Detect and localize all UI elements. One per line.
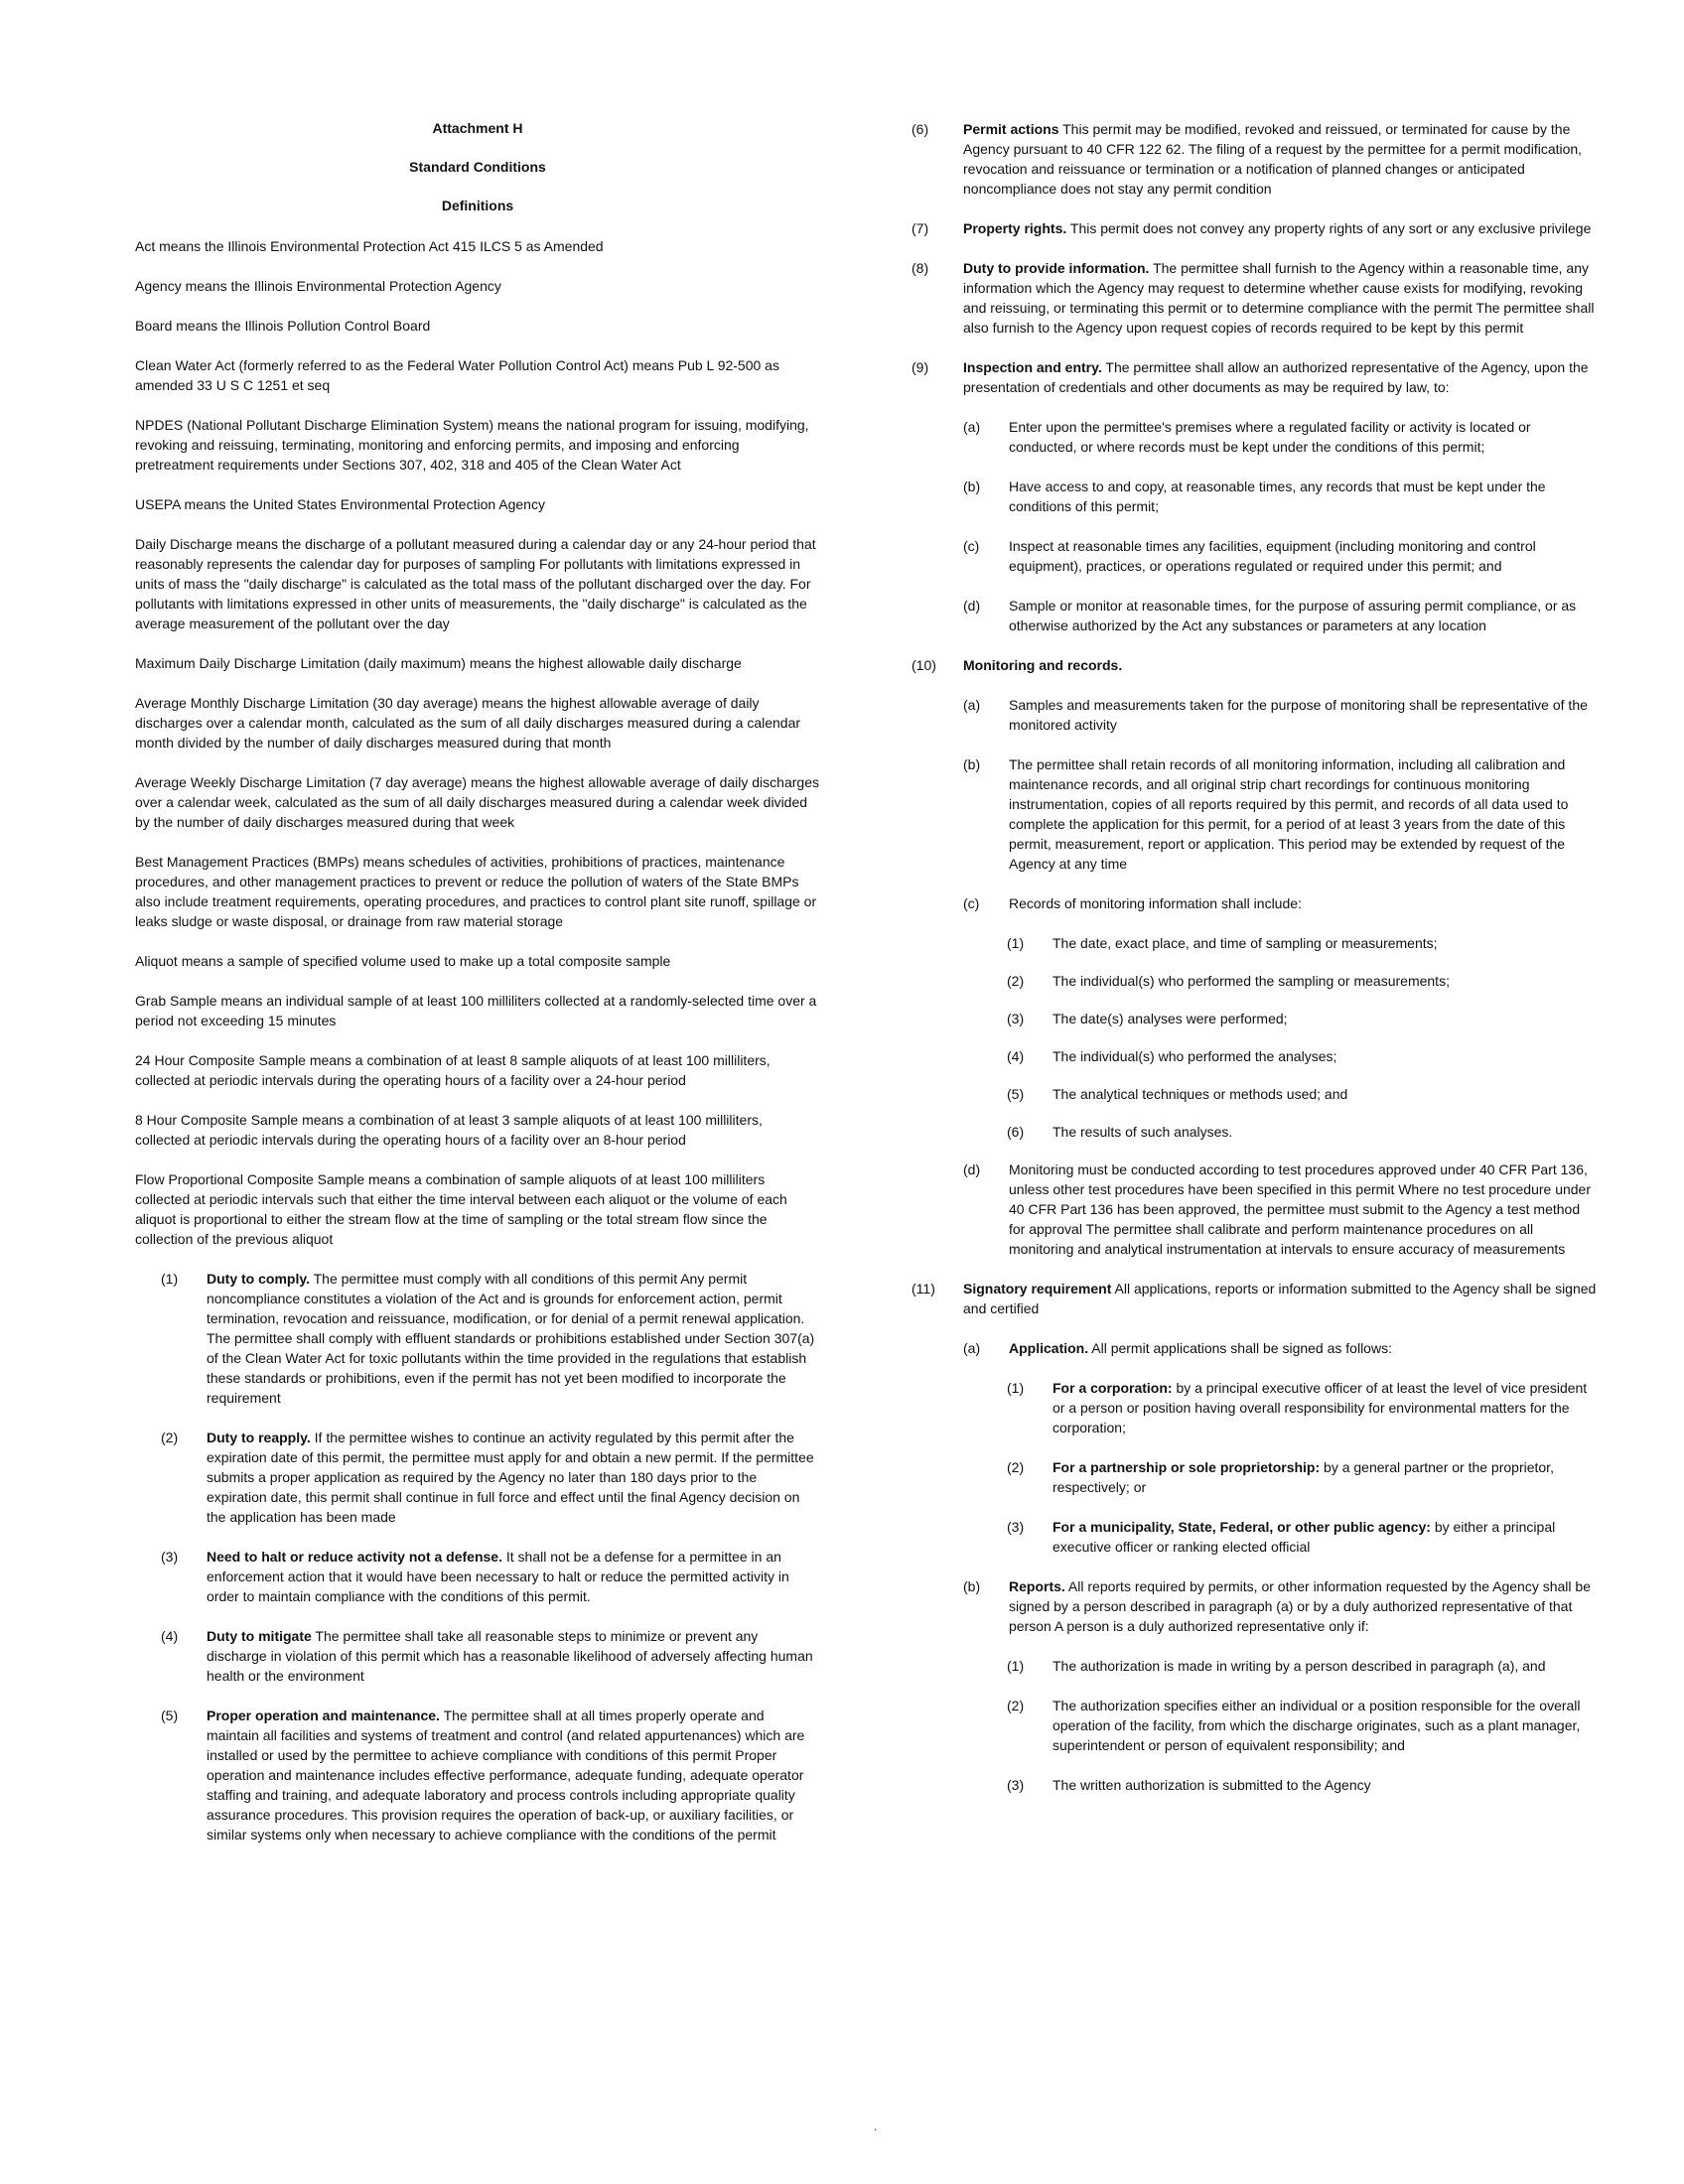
definition-npdes: NPDES (National Pollutant Discharge Elimination System) means the national program for issuing, modifying, revoking and reissuing, terminating, monitoring and enforcing permits, and imposing and enforcing pretreatment requirements under Sections 307, 402, 318 and 405 of the Clean Water Act: [135, 417, 809, 473]
definition-aliquot: Aliquot means a sample of specified volume used to make up a total composite sample: [135, 953, 671, 969]
condition-number: (10): [912, 657, 936, 673]
condition-number: (8): [912, 260, 929, 276]
sub-number: (b): [963, 756, 981, 772]
sub-number: (a): [963, 697, 981, 713]
condition-number: (11): [912, 1281, 935, 1297]
definition-grab-sample: Grab Sample means an individual sample of at least 100 milliliters collected at a randomly-selected time over a period not exceeding 15 minutes: [135, 993, 817, 1028]
sub-text: Samples and measurements taken for the purpose of monitoring shall be representative of the monitored activity: [1009, 697, 1588, 733]
condition-11b-3: [1007, 1775, 1599, 1795]
definition-usepa: USEPA means the United States Environmental Protection Agency: [135, 496, 545, 512]
sub-heading: For a partnership or sole proprietorship:: [1052, 1459, 1321, 1475]
condition-text: The permittee shall furnish to the Agency within a reasonable time, any information which the Agency may request to determine whether cause exists for modifying, revoking and reissuing, or terminating this permit or to determine compliance with the permit The permittee shall also furnish to the Agency upon request copies of records required to be kept by this permit: [963, 260, 1595, 336]
condition-9a: [963, 417, 1599, 457]
condition-text: If the permittee wishes to continue an activity regulated by this permit after the expiration date of this permit, the permittee must apply for and obtain a new permit. If the permittee submits a proper application as required by the Agency no later than 180 days prior to the expiration date, this permit shall continue in full force and effect until the final Agency decision on the application has been made: [207, 1430, 814, 1525]
sub-text: Sample or monitor at reasonable times, for the purpose of assuring permit compliance, or as otherwise authorized by the Act any substances or parameters at any location: [1009, 598, 1577, 633]
condition-8: [912, 258, 1599, 338]
condition-heading: Duty to provide information.: [963, 260, 1150, 276]
condition-11a: [963, 1338, 1599, 1358]
condition-10: [912, 655, 1599, 675]
sub-text: The date(s) analyses were performed;: [1052, 1011, 1288, 1026]
definition-8-hour-composite: 8 Hour Composite Sample means a combination of at least 3 sample aliquots of at least 100 milliliters, collected at periodic intervals during the operating hours of a facility over an 8-hour period: [135, 1112, 763, 1148]
condition-10c-6: [1007, 1122, 1599, 1142]
sub-number: (1): [1007, 935, 1025, 951]
sub-number: (d): [963, 598, 981, 614]
sub-number: (3): [1007, 1777, 1025, 1793]
condition-11a-3: [1007, 1517, 1599, 1557]
condition-number: (3): [161, 1549, 179, 1565]
definition-clean-water-act: Clean Water Act (formerly referred to as the Federal Water Pollution Control Act) means Pub L 92-500 as amended 33 U S C 1251 et seq: [135, 357, 779, 393]
sub-number: (3): [1007, 1519, 1025, 1535]
sub-heading: For a corporation:: [1052, 1380, 1173, 1396]
condition-number: (6): [912, 121, 929, 137]
condition-heading: Duty to mitigate: [207, 1628, 312, 1644]
sub-text: All permit applications shall be signed as follows:: [1091, 1340, 1392, 1356]
condition-10c-2: [1007, 971, 1599, 991]
condition-3: [161, 1547, 820, 1606]
condition-number: (2): [161, 1430, 179, 1445]
condition-text: All applications, reports or information submitted to the Agency shall be signed and certified: [963, 1281, 1597, 1316]
sub-number: (c): [963, 538, 980, 554]
condition-11b: [963, 1576, 1599, 1636]
condition-2: [161, 1428, 820, 1527]
conditions-list-left: [135, 1269, 820, 1844]
sub-number: (2): [1007, 1698, 1025, 1713]
definition-agency: Agency means the Illinois Environmental Protection Agency: [135, 278, 501, 294]
sub-text: by either a principal executive officer or ranking elected official: [1052, 1519, 1556, 1555]
condition-number: (5): [161, 1707, 179, 1723]
condition-heading: Signatory requirement: [963, 1281, 1112, 1297]
condition-9c: [963, 536, 1599, 576]
condition-10c-5: [1007, 1084, 1599, 1104]
document-title: Standard Conditions: [409, 159, 546, 175]
condition-heading: Inspection and entry.: [963, 359, 1102, 375]
condition-10c-3: [1007, 1009, 1599, 1028]
sub-text: by a principal executive officer of at least the level of vice president or a person or position having overall responsibility for environmental matters for the corporation;: [1052, 1380, 1588, 1435]
condition-10d: [963, 1160, 1599, 1259]
condition-9: [912, 357, 1599, 397]
condition-number: (9): [912, 359, 929, 375]
sub-text: The authorization specifies either an individual or a position responsible for the overall operation of the facility, from which the discharge originates, such as a plant manager, superintendent or person of equivalent responsibility; and: [1052, 1698, 1581, 1753]
condition-heading: Monitoring and records.: [963, 657, 1123, 673]
condition-5: [161, 1706, 820, 1844]
sub-text: Enter upon the permittee's premises where a regulated facility or activity is located or conducted, or where records must be kept under the conditions of this permit;: [1009, 419, 1531, 455]
condition-11a-1: [1007, 1378, 1599, 1437]
sub-number: (a): [963, 1340, 981, 1356]
condition-heading: Permit actions: [963, 121, 1059, 137]
sub-number: (b): [963, 478, 981, 494]
sub-text: The analytical techniques or methods used; and: [1052, 1086, 1348, 1102]
sub-number: (1): [1007, 1380, 1025, 1396]
definition-average-monthly: Average Monthly Discharge Limitation (30 day average) means the highest allowable average of daily discharges over a calendar month, calculated as the sum of all daily discharges measured during a calendar month divided by the number of daily discharges measured during that month: [135, 695, 801, 751]
condition-9b: [963, 477, 1599, 516]
condition-10a: [963, 695, 1599, 735]
sub-text: by a general partner or the proprietor, respectively; or: [1052, 1459, 1554, 1495]
sub-text: The authorization is made in writing by a person described in paragraph (a), and: [1052, 1658, 1546, 1674]
condition-number: (4): [161, 1628, 179, 1644]
definition-daily-discharge: Daily Discharge means the discharge of a pollutant measured during a calendar day or any 24-hour period that reasonably represents the calendar day for purposes of sampling For pollutants with limitations expressed in units of mass the "daily discharge" is calculated as the total mass of the pollutant discharged over the day. For pollutants with limitations expressed in other units of measurements, the "daily discharge" is calculated as the average measurement of the pollutant over the day: [135, 536, 816, 631]
condition-4: [161, 1626, 820, 1686]
sub-number: (5): [1007, 1086, 1025, 1102]
sub-number: (2): [1007, 1459, 1025, 1475]
condition-11a-2: [1007, 1457, 1599, 1497]
condition-heading: Proper operation and maintenance.: [207, 1707, 440, 1723]
condition-text: The permittee must comply with all conditions of this permit Any permit noncompliance constitutes a violation of the Act and is grounds for enforcement action, permit termination, revocation and reissuance, modification, or for denial of a permit renewal application. The permittee shall comply with effluent standards or prohibitions established under Section 307(a) of the Clean Water Act for toxic pollutants within the time provided in the regulations that establish these standards or prohibitions, even if the permit has not yet been modified to incorporate the requirement: [207, 1271, 815, 1406]
sub-heading: For a municipality, State, Federal, or other public agency:: [1052, 1519, 1431, 1535]
sub-number: (d): [963, 1161, 981, 1177]
condition-text: This permit does not convey any property rights of any sort or any exclusive privilege: [1069, 220, 1592, 236]
definition-flow-proportional: Flow Proportional Composite Sample means a combination of sample aliquots of at least 100 milliliters collected at periodic intervals such that either the time interval between each aliquot or the volume of each aliquot is proportional to either the stream flow at the time of sampling or the total stream flow since the collection of the previous aliquot: [135, 1171, 787, 1247]
sub-number: (c): [963, 895, 980, 911]
sub-number: (a): [963, 419, 981, 435]
condition-text: The permittee shall allow an authorized representative of the Agency, upon the presentation of credentials and other documents as may be required by law, to:: [963, 359, 1589, 395]
condition-6: [912, 119, 1599, 199]
definition-24-hour-composite: 24 Hour Composite Sample means a combination of at least 8 sample aliquots of at least 100 milliliters, collected at periodic intervals during the operating hours of a facility over a 24-hour period: [135, 1052, 771, 1088]
section-heading: Definitions: [441, 198, 514, 213]
sub-text: Records of monitoring information shall include:: [1009, 895, 1302, 911]
page-footer-mark: .: [874, 2119, 878, 2133]
sub-heading: Application.: [1009, 1340, 1089, 1356]
condition-11: [912, 1279, 1599, 1318]
definition-maximum-daily: Maximum Daily Discharge Limitation (daily maximum) means the highest allowable daily discharge: [135, 655, 742, 671]
condition-10c-1: [1007, 933, 1599, 953]
attachment-heading: Attachment H: [432, 120, 523, 136]
sub-text: The individual(s) who performed the analyses;: [1052, 1048, 1337, 1064]
sub-heading: Reports.: [1009, 1578, 1065, 1594]
condition-7: [912, 218, 1599, 238]
sub-number: (6): [1007, 1124, 1025, 1140]
definition-act: Act means the Illinois Environmental Protection Act 415 ILCS 5 as Amended: [135, 238, 604, 254]
sub-text: The results of such analyses.: [1052, 1124, 1233, 1140]
condition-10c-4: [1007, 1046, 1599, 1066]
definition-board: Board means the Illinois Pollution Control Board: [135, 318, 431, 334]
condition-1: [161, 1269, 820, 1408]
sub-text: Inspect at reasonable times any facilities, equipment (including monitoring and control equipment), practices, or operations regulated or required under this permit; and: [1009, 538, 1536, 574]
condition-9d: [963, 596, 1599, 635]
sub-number: (3): [1007, 1011, 1025, 1026]
sub-text: The individual(s) who performed the sampling or measurements;: [1052, 973, 1450, 989]
sub-text: The permittee shall retain records of all monitoring information, including all calibration and maintenance records, and all original strip chart recordings for continuous monitoring instrumentation, copies of all reports required by this permit, and records of all data used to complete the application for this permit, for a period of at least 3 years from the date of this permit, measurement, report or application. This period may be extended by request of the Agency at any time: [1009, 756, 1569, 872]
sub-text: All reports required by permits, or other information requested by the Agency shall be signed by a person described in paragraph (a) or by a duly authorized representative of that person A person is a duly authorized representative only if:: [1009, 1578, 1591, 1634]
condition-number: (1): [161, 1271, 179, 1287]
condition-11b-2: [1007, 1696, 1599, 1755]
condition-text: The permittee shall at all times properly operate and maintain all facilities and systems of treatment and control (and related appurtenances) which are installed or used by the permittee to achieve compliance with conditions of this permit Proper operation and maintenance includes effective performance, adequate funding, adequate operator staffing and training, and adequate laboratory and process controls including appropriate quality assurance procedures. This provision requires the operation of back-up, or auxiliary facilities, or similar systems only when necessary to achieve compliance with the conditions of the permit: [207, 1707, 805, 1843]
condition-heading: Need to halt or reduce activity not a defense.: [207, 1549, 502, 1565]
definition-average-weekly: Average Weekly Discharge Limitation (7 day average) means the highest allowable average of daily discharges over a calendar week, calculated as the sum of all daily discharges measured during a calendar week divided by the number of daily discharges measured during that week: [135, 774, 819, 830]
sub-number: (b): [963, 1578, 981, 1594]
left-column: [135, 119, 820, 1864]
sub-text: The date, exact place, and time of sampling or measurements;: [1052, 935, 1438, 951]
sub-text: The written authorization is submitted to the Agency: [1052, 1777, 1371, 1793]
condition-number: (7): [912, 220, 929, 236]
sub-number: (4): [1007, 1048, 1025, 1064]
condition-text: It shall not be a defense for a permittee in an enforcement action that it would have been necessary to halt or reduce the permitted activity in order to maintain compliance with the conditions of this permit.: [207, 1549, 789, 1604]
condition-text: This permit may be modified, revoked and reissued, or terminated for cause by the Agency pursuant to 40 CFR 122 62. The filing of a request by the permittee for a permit modification, revocation and reissuance or termination or a notification of planned changes or anticipated noncompliance does not stay any permit condition: [963, 121, 1583, 197]
condition-10b: [963, 754, 1599, 874]
condition-heading: Property rights.: [963, 220, 1067, 236]
condition-heading: Duty to reapply.: [207, 1430, 311, 1445]
sub-text: Monitoring must be conducted according to test procedures approved under 40 CFR Part 136, unless other test procedures have been specified in this permit Where no test procedure under 40 CFR Part 136 has been approved, the permittee must submit to the Agency a test method for approval The permittee shall calibrate and perform maintenance procedures on all monitoring and analytical instrumentation at intervals to ensure accuracy of measurements: [1009, 1161, 1591, 1257]
condition-11b-1: [1007, 1656, 1599, 1676]
condition-10c: [963, 893, 1599, 913]
sub-number: (1): [1007, 1658, 1025, 1674]
condition-heading: Duty to comply.: [207, 1271, 310, 1287]
sub-text: Have access to and copy, at reasonable times, any records that must be kept under the conditions of this permit;: [1009, 478, 1546, 514]
condition-text: The permittee shall take all reasonable steps to minimize or prevent any discharge in violation of this permit which has a reasonable likelihood of adversely affecting human health or the environment: [207, 1628, 813, 1684]
definition-bmps: Best Management Practices (BMPs) means schedules of activities, prohibitions of practices, maintenance procedures, and other management practices to prevent or reduce the pollution of waters of the State BMPs also include treatment requirements, operating procedures, and practices to control plant site runoff, spillage or leaks sludge or waste disposal, or drainage from raw material storage: [135, 854, 817, 929]
right-column: [912, 119, 1599, 1815]
sub-number: (2): [1007, 973, 1025, 989]
